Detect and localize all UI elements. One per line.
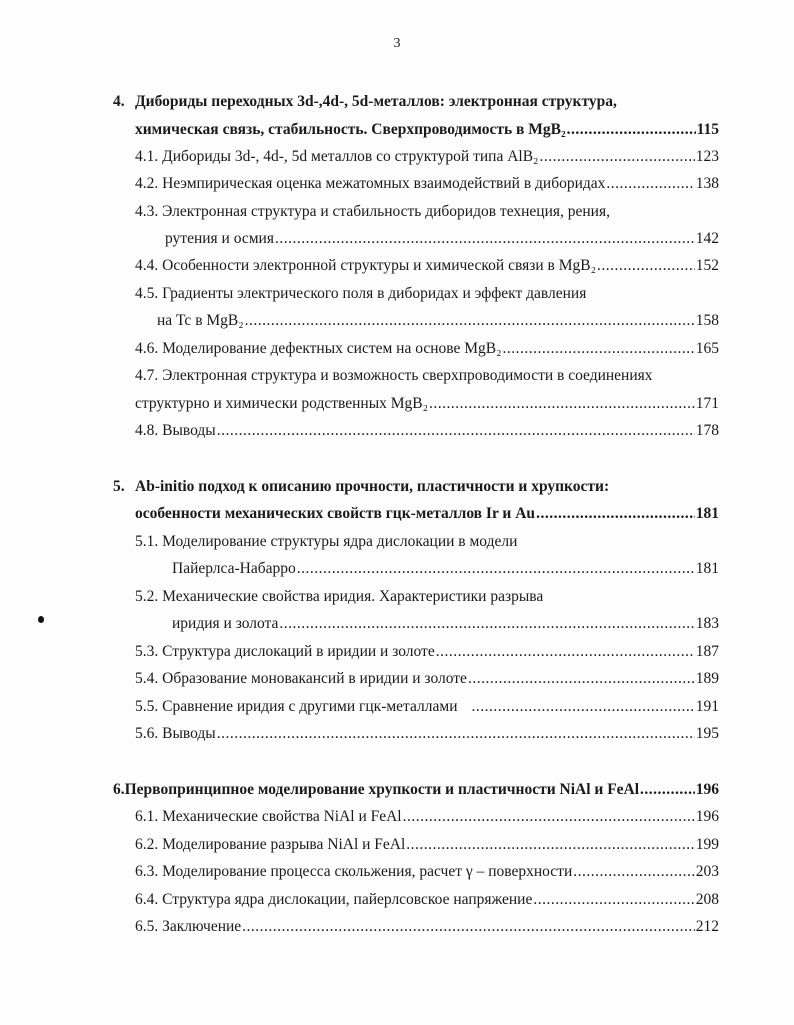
- leader-dots: [217, 724, 695, 744]
- page-number: 3: [393, 36, 401, 51]
- leader-dots: [436, 642, 695, 662]
- toc-entry-6-3[interactable]: [135, 862, 719, 882]
- toc-chapter-4-entry[interactable]: [135, 120, 719, 140]
- toc-entry-4-8[interactable]: [135, 421, 719, 441]
- entry-title-cont: иридия и золота: [172, 615, 279, 632]
- page-ref: 195: [695, 725, 719, 742]
- page-ref: 165: [695, 340, 719, 357]
- entry-title: 4.7. Электронная структура и возможность сверхпроводимости в соединениях: [135, 367, 653, 384]
- entry-title: 5.2. Механические свойства иридия. Характеристики разрыва: [135, 588, 544, 605]
- toc-entry-4-5-cont[interactable]: [157, 311, 719, 331]
- leader-dots: [573, 862, 695, 882]
- page-ref: 212: [695, 918, 719, 935]
- leader-dots: [429, 394, 695, 414]
- toc-chapter-5-entry[interactable]: [135, 504, 719, 524]
- toc-entry-4-2[interactable]: [135, 174, 719, 194]
- page-ref: 196: [695, 808, 719, 825]
- toc-entry-4-7-cont[interactable]: [135, 394, 719, 414]
- entry-title-cont: рутения и осмия: [165, 230, 274, 247]
- toc-entry-4-5[interactable]: [135, 284, 586, 304]
- leader-dots: [567, 120, 696, 140]
- page-ref: 203: [695, 863, 719, 880]
- toc-entry-4-1[interactable]: [135, 147, 719, 167]
- entry-title: 6.2. Моделирование разрыва NiAl и FeAl: [135, 836, 406, 853]
- leader-dots: [533, 890, 694, 910]
- entry-title-cont: структурно и химически родственных MgB₂: [135, 395, 429, 412]
- page-ref: 187: [695, 643, 719, 660]
- toc-entry-6-1[interactable]: [135, 807, 719, 827]
- chapter-title: Дибориды переходных 3d-,4d-, 5d-металлов: электронная структура,: [135, 93, 617, 110]
- page-ref: 181: [695, 560, 719, 577]
- entry-title: 4.4. Особенности электронной структуры и химической связи в MgB₂: [135, 257, 596, 274]
- page-ref: 123: [695, 148, 719, 165]
- entry-title: 5.3. Структура дислокаций в иридии и золоте: [135, 643, 435, 660]
- chapter-title: Ab-initio подход к описанию прочности, пластичности и хрупкости:: [135, 478, 610, 495]
- toc-entry-4-4[interactable]: [135, 256, 719, 276]
- entry-title: 5.6. Выводы: [135, 725, 216, 742]
- toc-entry-6-2[interactable]: [135, 835, 719, 855]
- leader-dots: [606, 174, 694, 194]
- leader-dots: [597, 256, 695, 276]
- page-ref: 158: [695, 312, 719, 329]
- leader-dots: [406, 835, 694, 855]
- entry-title: 6.4. Структура ядра дислокации, пайерлсовское напряжение: [135, 891, 533, 908]
- leader-dots: [403, 807, 695, 827]
- leader-dots: [640, 780, 695, 800]
- leader-dots: [468, 669, 695, 689]
- entry-title-cont: на Tc в MgB₂: [157, 312, 244, 329]
- leader-dots: [217, 421, 695, 441]
- page-ref: 199: [695, 836, 719, 853]
- chapter-number: 5.: [113, 478, 125, 495]
- toc-entry-5-3[interactable]: [135, 642, 719, 662]
- toc-entry-5-6[interactable]: [135, 724, 719, 744]
- page-ref: 189: [695, 670, 719, 687]
- toc-entry-6-4[interactable]: [135, 890, 719, 910]
- toc-entry-4-6[interactable]: [135, 339, 719, 359]
- chapter-title-cont: особенности механических свойств гцк-металлов Ir и Au: [135, 505, 536, 522]
- toc-entry-5-1-cont[interactable]: [172, 559, 719, 579]
- leader-dots: [279, 614, 694, 634]
- leader-dots: [245, 311, 695, 331]
- entry-title: 4.3. Электронная структура и стабильность диборидов технеция, рения,: [135, 203, 610, 220]
- page-ref: 138: [695, 175, 719, 192]
- page-ref: 208: [695, 891, 719, 908]
- page-ref: 152: [695, 257, 719, 274]
- leader-dots: [539, 147, 694, 167]
- toc-chapter-5-heading[interactable]: [113, 477, 609, 497]
- chapter-number: 4.: [113, 93, 125, 110]
- chapter-title: Первопринципное моделирование хрупкости и пластичности NiAl и FeAl: [124, 781, 640, 798]
- page-ref: 115: [696, 121, 719, 138]
- entry-title: 4.8. Выводы: [135, 422, 216, 439]
- entry-title: 6.1. Механические свойства NiAl и FeAl: [135, 808, 402, 825]
- leader-dots: [536, 504, 695, 524]
- entry-title: 5.1. Моделирование структуры ядра дислокации в модели: [135, 533, 518, 550]
- chapter-title-cont: химическая связь, стабильность. Сверхпроводимость в MgB₂: [135, 121, 566, 138]
- leader-dots: [275, 229, 695, 249]
- entry-title-cont: Пайерлса-Набарро: [172, 560, 296, 577]
- leader-dots: [503, 339, 695, 359]
- entry-title: 6.3. Моделирование процесса скольжения, расчет γ – поверхности: [135, 863, 573, 880]
- toc-chapter-4-heading[interactable]: [113, 92, 617, 112]
- leader-dots: [242, 917, 695, 937]
- entry-title: 4.6. Моделирование дефектных систем на основе MgB₂: [135, 340, 502, 357]
- page-ref: 142: [695, 230, 719, 247]
- page-ref: 178: [695, 422, 719, 439]
- toc-chapter-6-entry[interactable]: [113, 780, 719, 800]
- toc-entry-5-2-cont[interactable]: [172, 614, 719, 634]
- page-ref: 171: [695, 395, 719, 412]
- toc-entry-4-3-cont[interactable]: [165, 229, 719, 249]
- entry-title: 4.1. Дибориды 3d-, 4d-, 5d металлов со структурой типа AlB₂: [135, 148, 539, 165]
- page-ref: 196: [695, 781, 719, 798]
- entry-title: 4.2. Неэмпирическая оценка межатомных взаимодействий в диборидах: [135, 175, 606, 192]
- leader-dots: [297, 559, 695, 579]
- toc-entry-5-4[interactable]: [135, 669, 719, 689]
- entry-title: 4.5. Градиенты электрического поля в диборидах и эффект давления: [135, 285, 587, 302]
- entry-title: 5.4. Образование моновакансий в иридии и золоте: [135, 670, 467, 687]
- toc-entry-5-1[interactable]: [135, 532, 517, 552]
- toc-entry-5-2[interactable]: [135, 587, 543, 607]
- entry-title: 6.5. Заключение: [135, 918, 242, 935]
- page-ref: 181: [695, 505, 719, 522]
- entry-title: 5.5. Сравнение иридия с другими гцк-металлами: [135, 698, 458, 715]
- toc-entry-6-5[interactable]: [135, 917, 719, 937]
- chapter-number: 6.: [113, 781, 125, 798]
- leader-dots: [472, 697, 695, 717]
- toc-entry-4-3[interactable]: [135, 202, 610, 222]
- toc-entry-4-7[interactable]: [135, 366, 653, 386]
- page-ref: 183: [695, 615, 719, 632]
- page-ref: 191: [695, 698, 719, 715]
- margin-bullet-mark: [38, 616, 44, 623]
- toc-entry-5-5[interactable]: [135, 697, 719, 717]
